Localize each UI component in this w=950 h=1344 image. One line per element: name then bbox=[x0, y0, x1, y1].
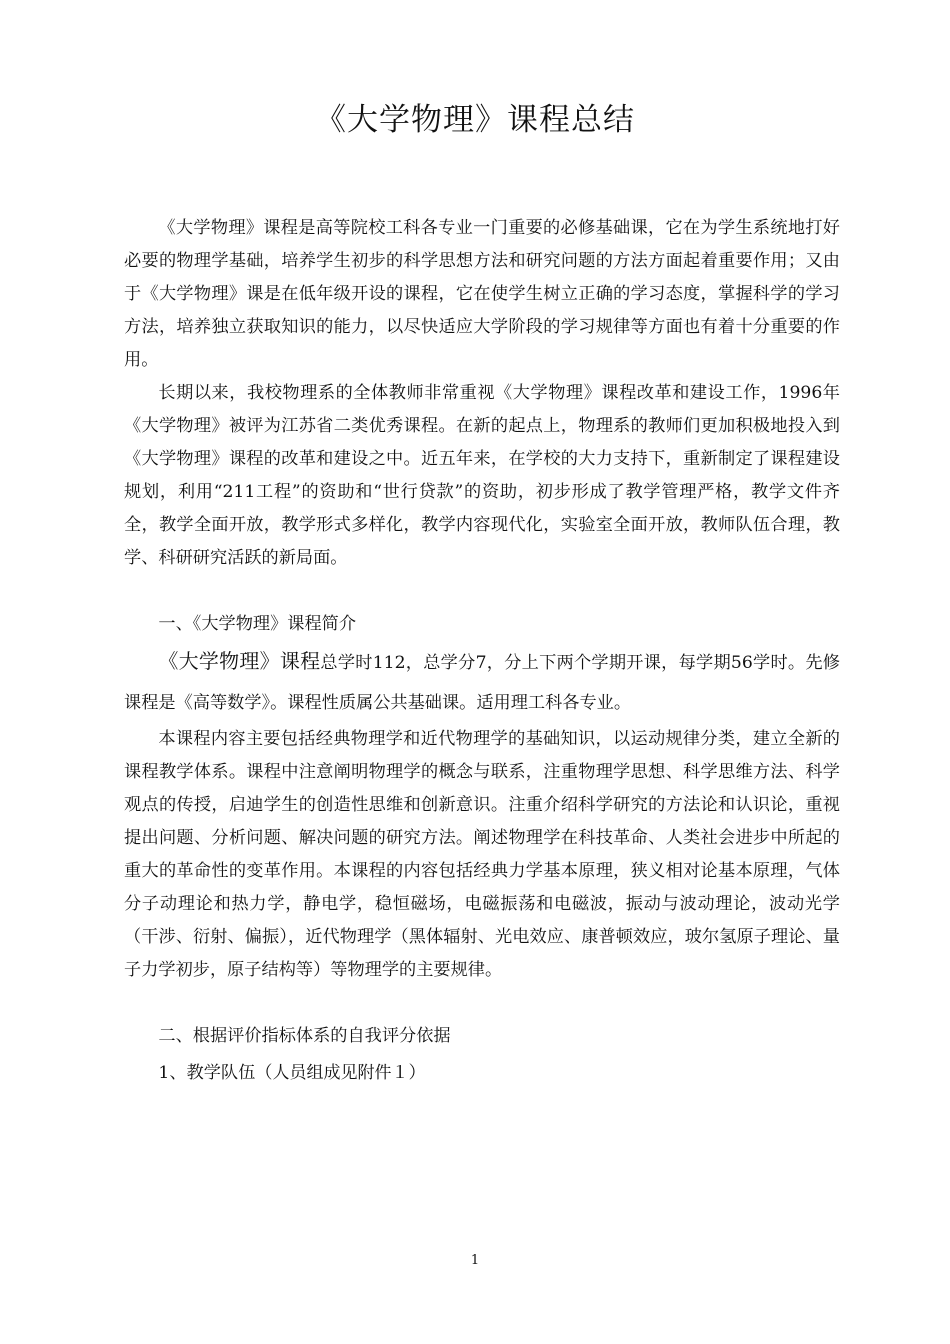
subsection-1-suffix: ） bbox=[408, 1063, 426, 1083]
course-content-paragraph: 本课程内容主要包括经典物理学和近代物理学的基础知识，以运动规律分类，建立全新的课程教学体系。课程中注意阐明物理学的概念与联系，注重物理学思想、科学思维方法、科学观点的传授，启迪学生的创造性思维和创新意识。注重介绍科学研究的方法论和认识论，重视提出问题、分析问题、解决问题的研究方法。阐述物理学在科技革命、人类社会进步中所起的重大的革命性的变革作用。本课程的内容包括经典力学基本原理，狭义相对论基本原理，气体分子动理论和热力学，静电学，稳恒磁场，电磁振荡和电磁波，振动与波动理论，波动光学（干涉、衍射、偏振），近代物理学（黑体辐射、光电效应、康普顿效应，玻尔氢原子理论、量子力学初步，原子结构等）等物理学的主要规律。 bbox=[124, 729, 840, 980]
page-number: 1 bbox=[470, 1253, 480, 1268]
intro-paragraph-2: 长期以来，我校物理系的全体教师非常重视《大学物理》课程改革和建设工作，1996年《大学物理》被评为江苏省二类优秀课程。在新的起点上，物理系的教师们更加积极地投入到《大学物理》课程的改革和建设之中。近五年来，在学校的大力支持下，重新制定了课程建设规划，利用“211工程”的资助和“世行贷款”的资助，初步形成了教学管理严格，教学文件齐全，教学全面开放，教学形式多样化，教学内容现代化，实验室全面开放，教师队伍合理，教学、科研研究活跃的新局面。 bbox=[124, 383, 840, 568]
document-title: 《大学物理》课程总结 bbox=[315, 102, 635, 138]
intro-paragraph-1: 《大学物理》课程是高等院校工科各专业一门重要的必修基础课，它在为学生系统地打好必要的物理学基础，培养学生初步的科学思想方法和研究问题的方法方面起着重要作用；又由于《大学物理》课是在低年级开设的课程，它在使学生树立正确的学习态度，掌握科学的学习方法，培养独立获取知识的能力，以尽快适应大学阶段的学习规律等方面也有着十分重要的作用。 bbox=[124, 218, 840, 370]
subsection-1-heading bbox=[124, 1053, 840, 1093]
spacer bbox=[124, 987, 840, 1020]
spacer bbox=[124, 575, 840, 608]
course-summary-text: 总学时112，总学分7，分上下两个学期开课，每学期56学时。先修课程是《高等数学》。课程性质属公共基础课。适用理工科各专业。 bbox=[124, 653, 840, 713]
subsection-1-attachment-note: 人员组成见附件１ bbox=[272, 1063, 409, 1083]
subsection-1-prefix: 1、教学队伍（ bbox=[158, 1063, 273, 1083]
section-2-heading: 二、根据评价指标体系的自我评分依据 bbox=[158, 1026, 451, 1046]
document-body bbox=[124, 212, 840, 1093]
course-name-lead: 《大学物理》课程 bbox=[158, 649, 321, 673]
section-1-heading: 一、《大学物理》课程简介 bbox=[158, 614, 357, 634]
course-summary-paragraph bbox=[124, 641, 840, 723]
